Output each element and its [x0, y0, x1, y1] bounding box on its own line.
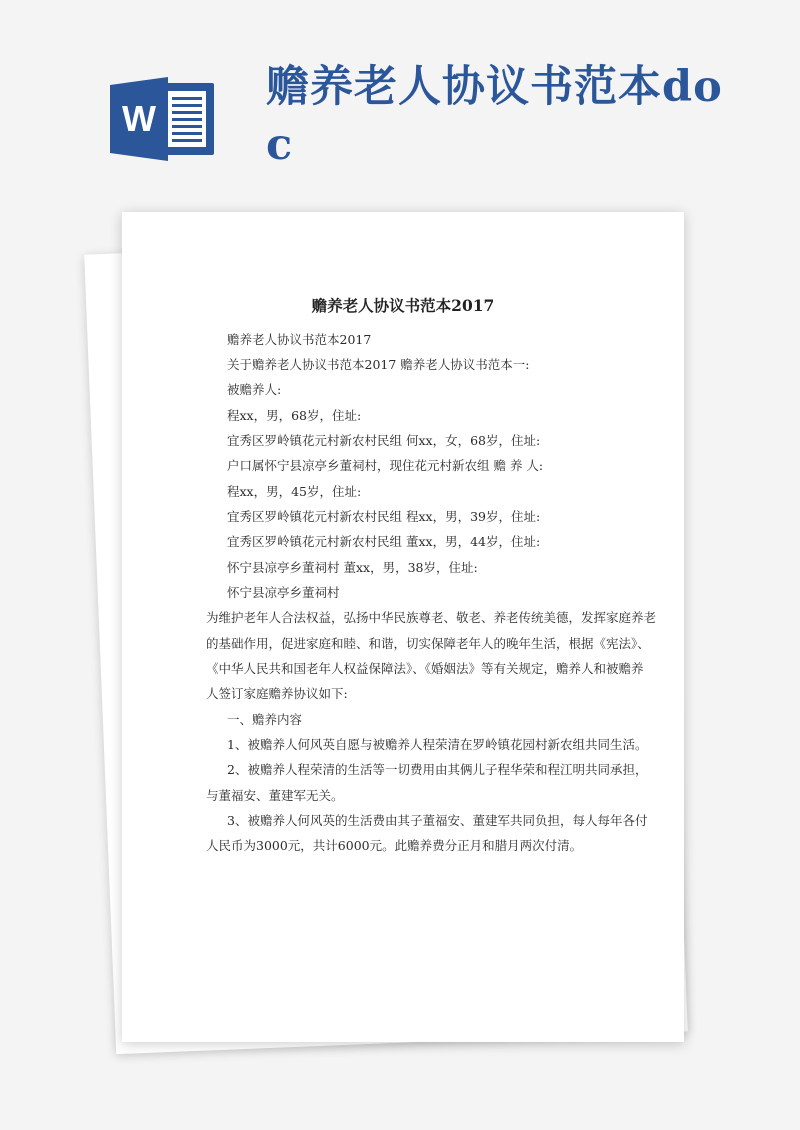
document-heading: 赡养老人协议书范本2017	[311, 296, 495, 315]
text-line: 1、被赡养人何风英自愿与被赡养人程荣清在罗岭镇花园村新农组共同生活。	[227, 737, 648, 752]
text-line: 一、赡养内容	[227, 712, 303, 727]
text-line: 被赡养人:	[227, 382, 282, 397]
text-line: 的基础作用，促进家庭和睦、和谐，切实保障老年人的晚年生活，根据《宪法》、	[206, 636, 650, 651]
text-line: 怀宁县凉亭乡董祠村	[227, 585, 340, 600]
text-line: 关于赡养老人协议书范本2017 赡养老人协议书范本一:	[227, 357, 530, 372]
text-line: 3、被赡养人何风英的生活费由其子董福安、董建军共同负担，每人每年各付	[227, 813, 648, 828]
text-line: 程xx，男，45岁，住址:	[227, 484, 362, 499]
text-line: 2、被赡养人程荣清的生活等一切费用由其俩儿子程华荣和程江明共同承担，	[227, 762, 648, 777]
text-line: 人民币为3000元，共计6000元。此赡养费分正月和腊月两次付清。	[206, 838, 583, 853]
text-line: 赡养老人协议书范本2017	[227, 332, 372, 347]
text-line: 怀宁县凉亭乡董祠村 董xx，男，38岁，住址:	[227, 560, 478, 575]
text-line: 宜秀区罗岭镇花元村新农村民组 董xx，男，44岁，住址:	[227, 534, 541, 549]
word-document-icon	[110, 77, 214, 161]
text-line: 程xx，男，68岁，住址:	[227, 408, 362, 423]
word-logo-graphic	[110, 77, 214, 161]
text-line: 宜秀区罗岭镇花元村新农村民组 程xx，男，39岁，住址:	[227, 509, 541, 524]
text-line: 宜秀区罗岭镇花元村新农村民组 何xx，女，68岁，住址:	[227, 433, 541, 448]
text-line: 为维护老年人合法权益，弘扬中华民族尊老、敬老、养老传统美德，发挥家庭养老	[206, 610, 657, 625]
word-logo-letter: W	[122, 98, 156, 139]
text-line: 户口属怀宁县凉亭乡董祠村，现住花元村新农组 赡 养 人:	[227, 458, 544, 473]
text-line: 与董福安、董建军无关。	[206, 788, 344, 803]
page-title: 赡养老人协议书范本doc	[266, 62, 723, 170]
text-line: 《中华人民共和国老年人权益保障法》、《婚姻法》等有关规定，赡养人和被赡养	[206, 661, 644, 676]
document-page	[122, 212, 684, 1042]
text-line: 人签订家庭赡养协议如下:	[206, 686, 348, 701]
